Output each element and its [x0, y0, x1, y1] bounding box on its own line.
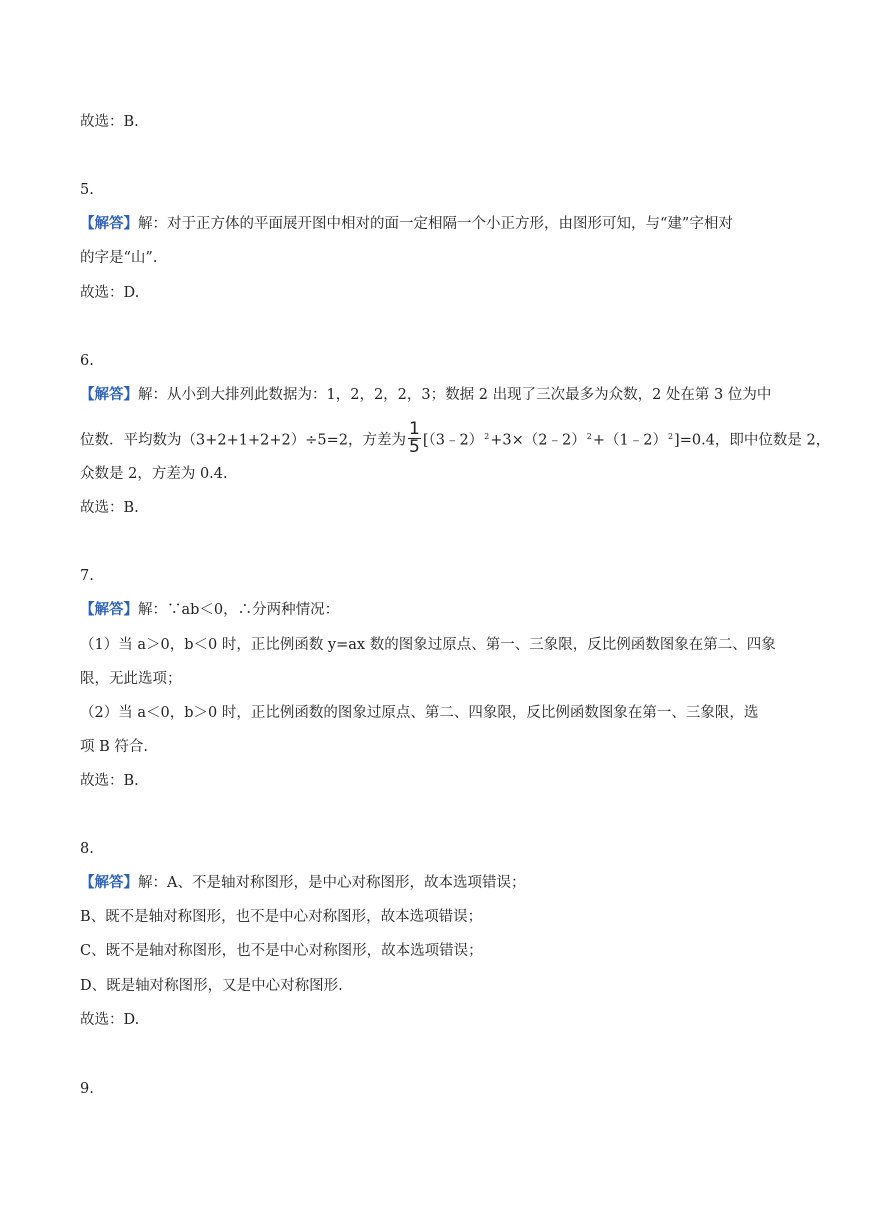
- q6-answer-text-2a: 位数．平均数为（3+2+1+2+2）÷5=2，方差为: [80, 432, 406, 449]
- q5-answer-text-1: 解：对于正方体的平面展开图中相对的面一定相隔一个小正方形，由图形可知，与“建”字相对: [138, 216, 733, 232]
- q8-answer-tag: 【解答】: [80, 874, 138, 891]
- q7-answer-line-1: [80, 600, 339, 620]
- q7-answer-text-1: 解：∵ab＜0，∴分两种情况：: [138, 602, 340, 618]
- q8-answer-line-2: B、既不是轴对称图形，也不是中心对称图形，故本选项错误；: [80, 909, 483, 925]
- q8-answer-text-1: 解：A、不是轴对称图形，是中心对称图形，故本选项错误；: [138, 875, 526, 891]
- q6-choice: 故选：B.: [80, 500, 139, 516]
- q6-answer-text-2c: +3×（2﹣2）: [490, 432, 586, 449]
- q5-answer-line-2: 的字是“山”.: [80, 250, 158, 266]
- q8-number: 8.: [80, 841, 94, 857]
- q4-choice: 故选：B.: [80, 114, 139, 130]
- q7-number: 7.: [80, 568, 94, 584]
- q5-answer-line-1: [80, 214, 733, 234]
- q5-answer-tag: 【解答】: [80, 215, 138, 232]
- q7-answer-line-5: 项 B 符合.: [80, 739, 148, 755]
- q9-number: 9.: [80, 1081, 94, 1097]
- q6-answer-line-2: [80, 419, 831, 458]
- q7-answer-line-4: （2）当 a＜0，b＞0 时，正比例函数的图象过原点、第二、四象限，反比例函数图象在第一、三象限，选: [80, 705, 759, 721]
- q6-answer-line-3: 众数是 2，方差为 0.4.: [80, 466, 228, 482]
- q5-number: 5.: [80, 182, 94, 198]
- q8-answer-line-4: D、既是轴对称图形，又是中心对称图形.: [80, 978, 343, 994]
- q6-variance-fraction: [408, 421, 421, 456]
- q7-answer-line-3: 限，无此选项；: [80, 671, 182, 687]
- q6-fraction-denominator: 5: [408, 437, 420, 457]
- q8-answer-line-3: C、既不是轴对称图形，也不是中心对称图形，故本选项错误；: [80, 943, 483, 959]
- q8-choice: 故选：D.: [80, 1012, 140, 1028]
- q6-exponent-1: 2: [484, 431, 490, 441]
- q6-answer-text-2d: +（1﹣2）: [592, 432, 667, 449]
- q6-answer-text-2e: ]=0.4，即中位数是 2，: [674, 432, 831, 449]
- q8-answer-line-1: [80, 873, 525, 893]
- q6-answer-tag: 【解答】: [80, 386, 138, 403]
- q6-exponent-2: 2: [586, 431, 592, 441]
- q5-choice: 故选：D.: [80, 285, 140, 301]
- q6-answer-text-2b: [（3﹣2）: [422, 432, 484, 449]
- q6-exponent-3: 2: [667, 431, 674, 441]
- q7-answer-line-2: （1）当 a＞0，b＜0 时，正比例函数 y=ax 数的图象过原点、第一、三象限，反比例函数图象在第二、四象: [80, 637, 776, 653]
- q6-answer-line-1: [80, 385, 771, 405]
- q6-answer-text-1: 解：从小到大排列此数据为：1，2，2，2，3；数据 2 出现了三次最多为众数，2 处在第 3 位为中: [138, 387, 772, 403]
- q7-answer-tag: 【解答】: [80, 601, 138, 618]
- q6-fraction-numerator: 1: [408, 419, 420, 439]
- q7-choice: 故选：B.: [80, 773, 139, 789]
- q6-number: 6.: [80, 353, 94, 369]
